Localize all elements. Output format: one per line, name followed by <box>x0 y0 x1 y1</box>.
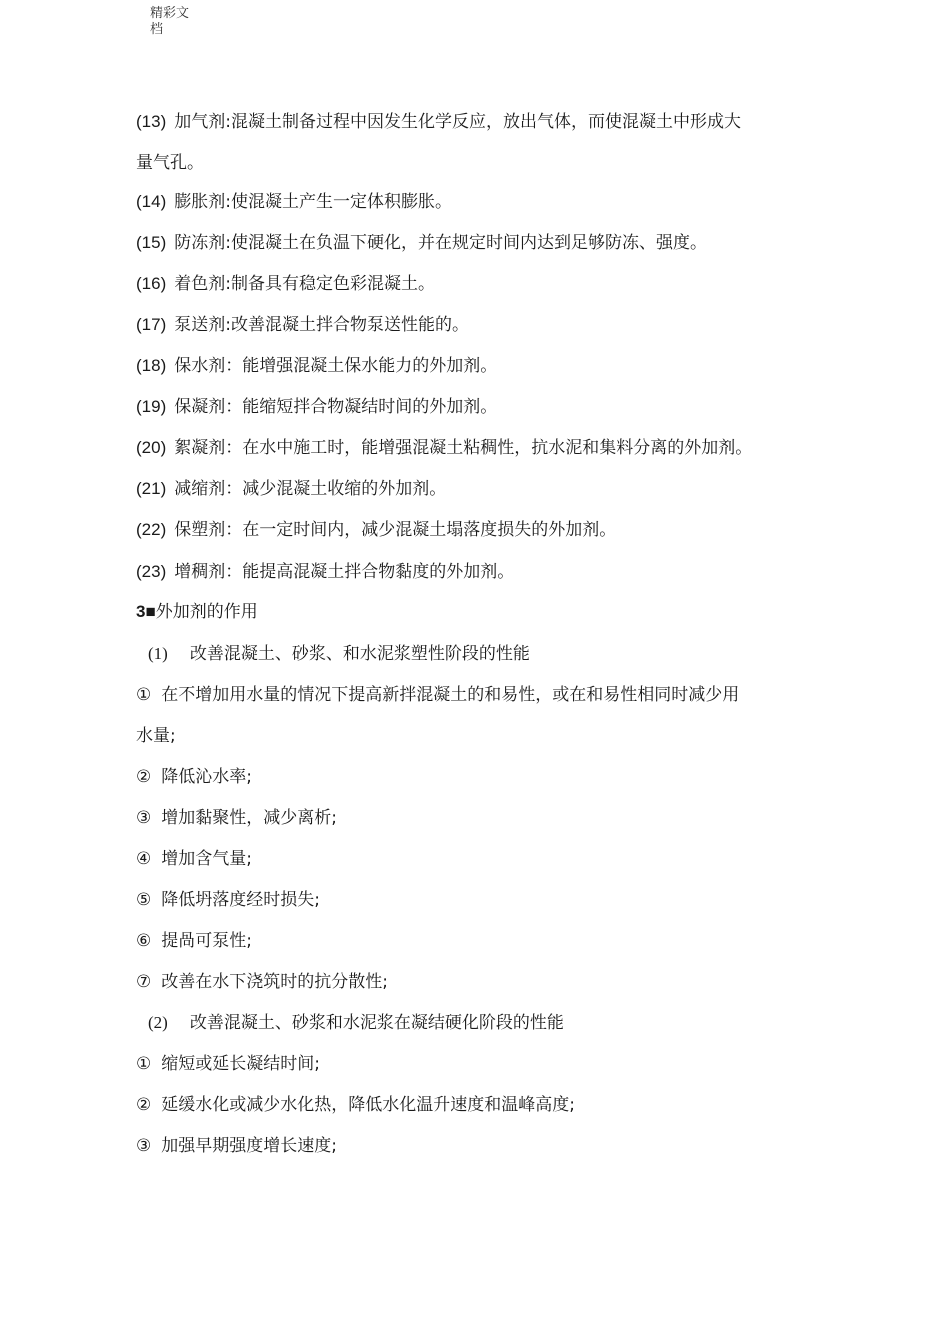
list-item <box>136 273 435 295</box>
item-number: (16) <box>136 274 167 293</box>
list-item <box>136 314 469 336</box>
item-text: 延缓水化或减少水化热，降低水化温升速度和温峰高度; <box>161 1095 575 1115</box>
header-line-1: 精彩文 <box>150 6 190 21</box>
list-item <box>136 355 497 377</box>
item-number: (17) <box>136 315 167 334</box>
page-header <box>150 6 210 38</box>
item-number: (18) <box>136 356 167 375</box>
list-item <box>136 519 616 541</box>
circled-number: ⑦ <box>136 972 152 992</box>
item-text: 泵送剂:改善混凝土拌合物泵送性能的。 <box>174 315 469 335</box>
item-text: 保水剂：能增强混凝土保水能力的外加剂。 <box>174 356 498 376</box>
item-text: 加气剂:混凝土制备过程中因发生化学反应，放出气体，而使混凝土中形成大 <box>174 112 741 132</box>
list-item <box>136 396 497 418</box>
item-number: (23) <box>136 562 167 581</box>
item-text: 水量; <box>136 726 176 746</box>
item-number: (13) <box>136 112 167 131</box>
circled-number: ③ <box>136 808 152 828</box>
subsection-heading <box>148 643 530 665</box>
item-text: 加强早期强度增长速度; <box>161 1136 337 1156</box>
header-line-2: 档 <box>150 22 164 37</box>
item-text: 改善在水下浇筑时的抗分散性; <box>161 972 388 992</box>
item-text: 保凝剂：能缩短拌合物凝结时间的外加剂。 <box>174 397 498 417</box>
item-number: (19) <box>136 397 167 416</box>
circled-number: ② <box>136 1095 152 1115</box>
item-text: 增加黏聚性，减少离析; <box>161 808 337 828</box>
circled-number: ① <box>136 1054 152 1074</box>
item-text: 减缩剂：减少混凝土收缩的外加剂。 <box>174 479 447 499</box>
section-number: 3■ <box>136 602 156 621</box>
circled-number: ② <box>136 767 152 787</box>
circled-number: ④ <box>136 849 152 869</box>
subsection-title: 改善混凝土、砂浆和水泥浆在凝结硬化阶段的性能 <box>189 1013 564 1033</box>
list-item <box>136 971 388 993</box>
list-item <box>136 111 741 133</box>
item-text: 提咼可泵性; <box>161 931 252 951</box>
list-item <box>136 684 739 706</box>
item-text: 膨胀剂:使混凝土产生一定体积膨胀。 <box>174 192 452 212</box>
item-text: 着色剂:制备具有稳定色彩混凝土。 <box>174 274 435 294</box>
list-item <box>136 766 252 788</box>
item-number: (15) <box>136 233 167 252</box>
list-item <box>136 725 176 747</box>
circled-number: ① <box>136 685 152 705</box>
list-item <box>136 807 337 829</box>
item-text: 保塑剂：在一定时间内，减少混凝土塌落度损失的外加剂。 <box>174 520 617 540</box>
list-item <box>136 930 252 952</box>
item-text: 增稠剂：能提高混凝土拌合物黏度的外加剂。 <box>174 562 515 582</box>
circled-number: ③ <box>136 1136 152 1156</box>
list-item <box>136 437 752 459</box>
item-number: (22) <box>136 520 167 539</box>
item-text: 降低坍落度经时损失; <box>161 890 320 910</box>
list-item <box>136 1135 337 1157</box>
item-text: 降低沁水率; <box>161 767 252 787</box>
list-item <box>136 889 320 911</box>
item-text: 絮凝剂：在水中施工时，能增强混凝土粘稠性，抗水泥和集料分离的外加剂。 <box>174 438 753 458</box>
circled-number: ⑤ <box>136 890 152 910</box>
subsection-number: (1) <box>148 644 168 663</box>
list-item <box>136 561 514 583</box>
item-text: 量气孔。 <box>136 153 204 173</box>
subsection-number: (2) <box>148 1013 168 1032</box>
list-item <box>136 232 707 254</box>
list-item <box>136 1094 575 1116</box>
item-text: 在不增加用水量的情况下提高新拌混凝土的和易性，或在和易性相同时减少用 <box>161 685 740 705</box>
list-item <box>136 478 446 500</box>
list-item <box>136 1053 320 1075</box>
item-text: 缩短或延长凝结时间; <box>161 1054 320 1074</box>
subsection-heading <box>148 1012 564 1034</box>
item-text: 增加含气量; <box>161 849 252 869</box>
item-number: (21) <box>136 479 167 498</box>
list-item <box>136 848 252 870</box>
item-number: (14) <box>136 192 167 211</box>
circled-number: ⑥ <box>136 931 152 951</box>
list-item <box>136 191 452 213</box>
list-item <box>136 152 204 174</box>
item-text: 防冻剂:使混凝土在负温下硬化，并在规定时间内达到足够防冻、强度。 <box>174 233 707 253</box>
section-heading <box>136 601 258 623</box>
item-number: (20) <box>136 438 167 457</box>
subsection-title: 改善混凝土、砂浆、和水泥浆塑性阶段的性能 <box>189 644 530 664</box>
section-title: 外加剂的作用 <box>155 602 258 622</box>
